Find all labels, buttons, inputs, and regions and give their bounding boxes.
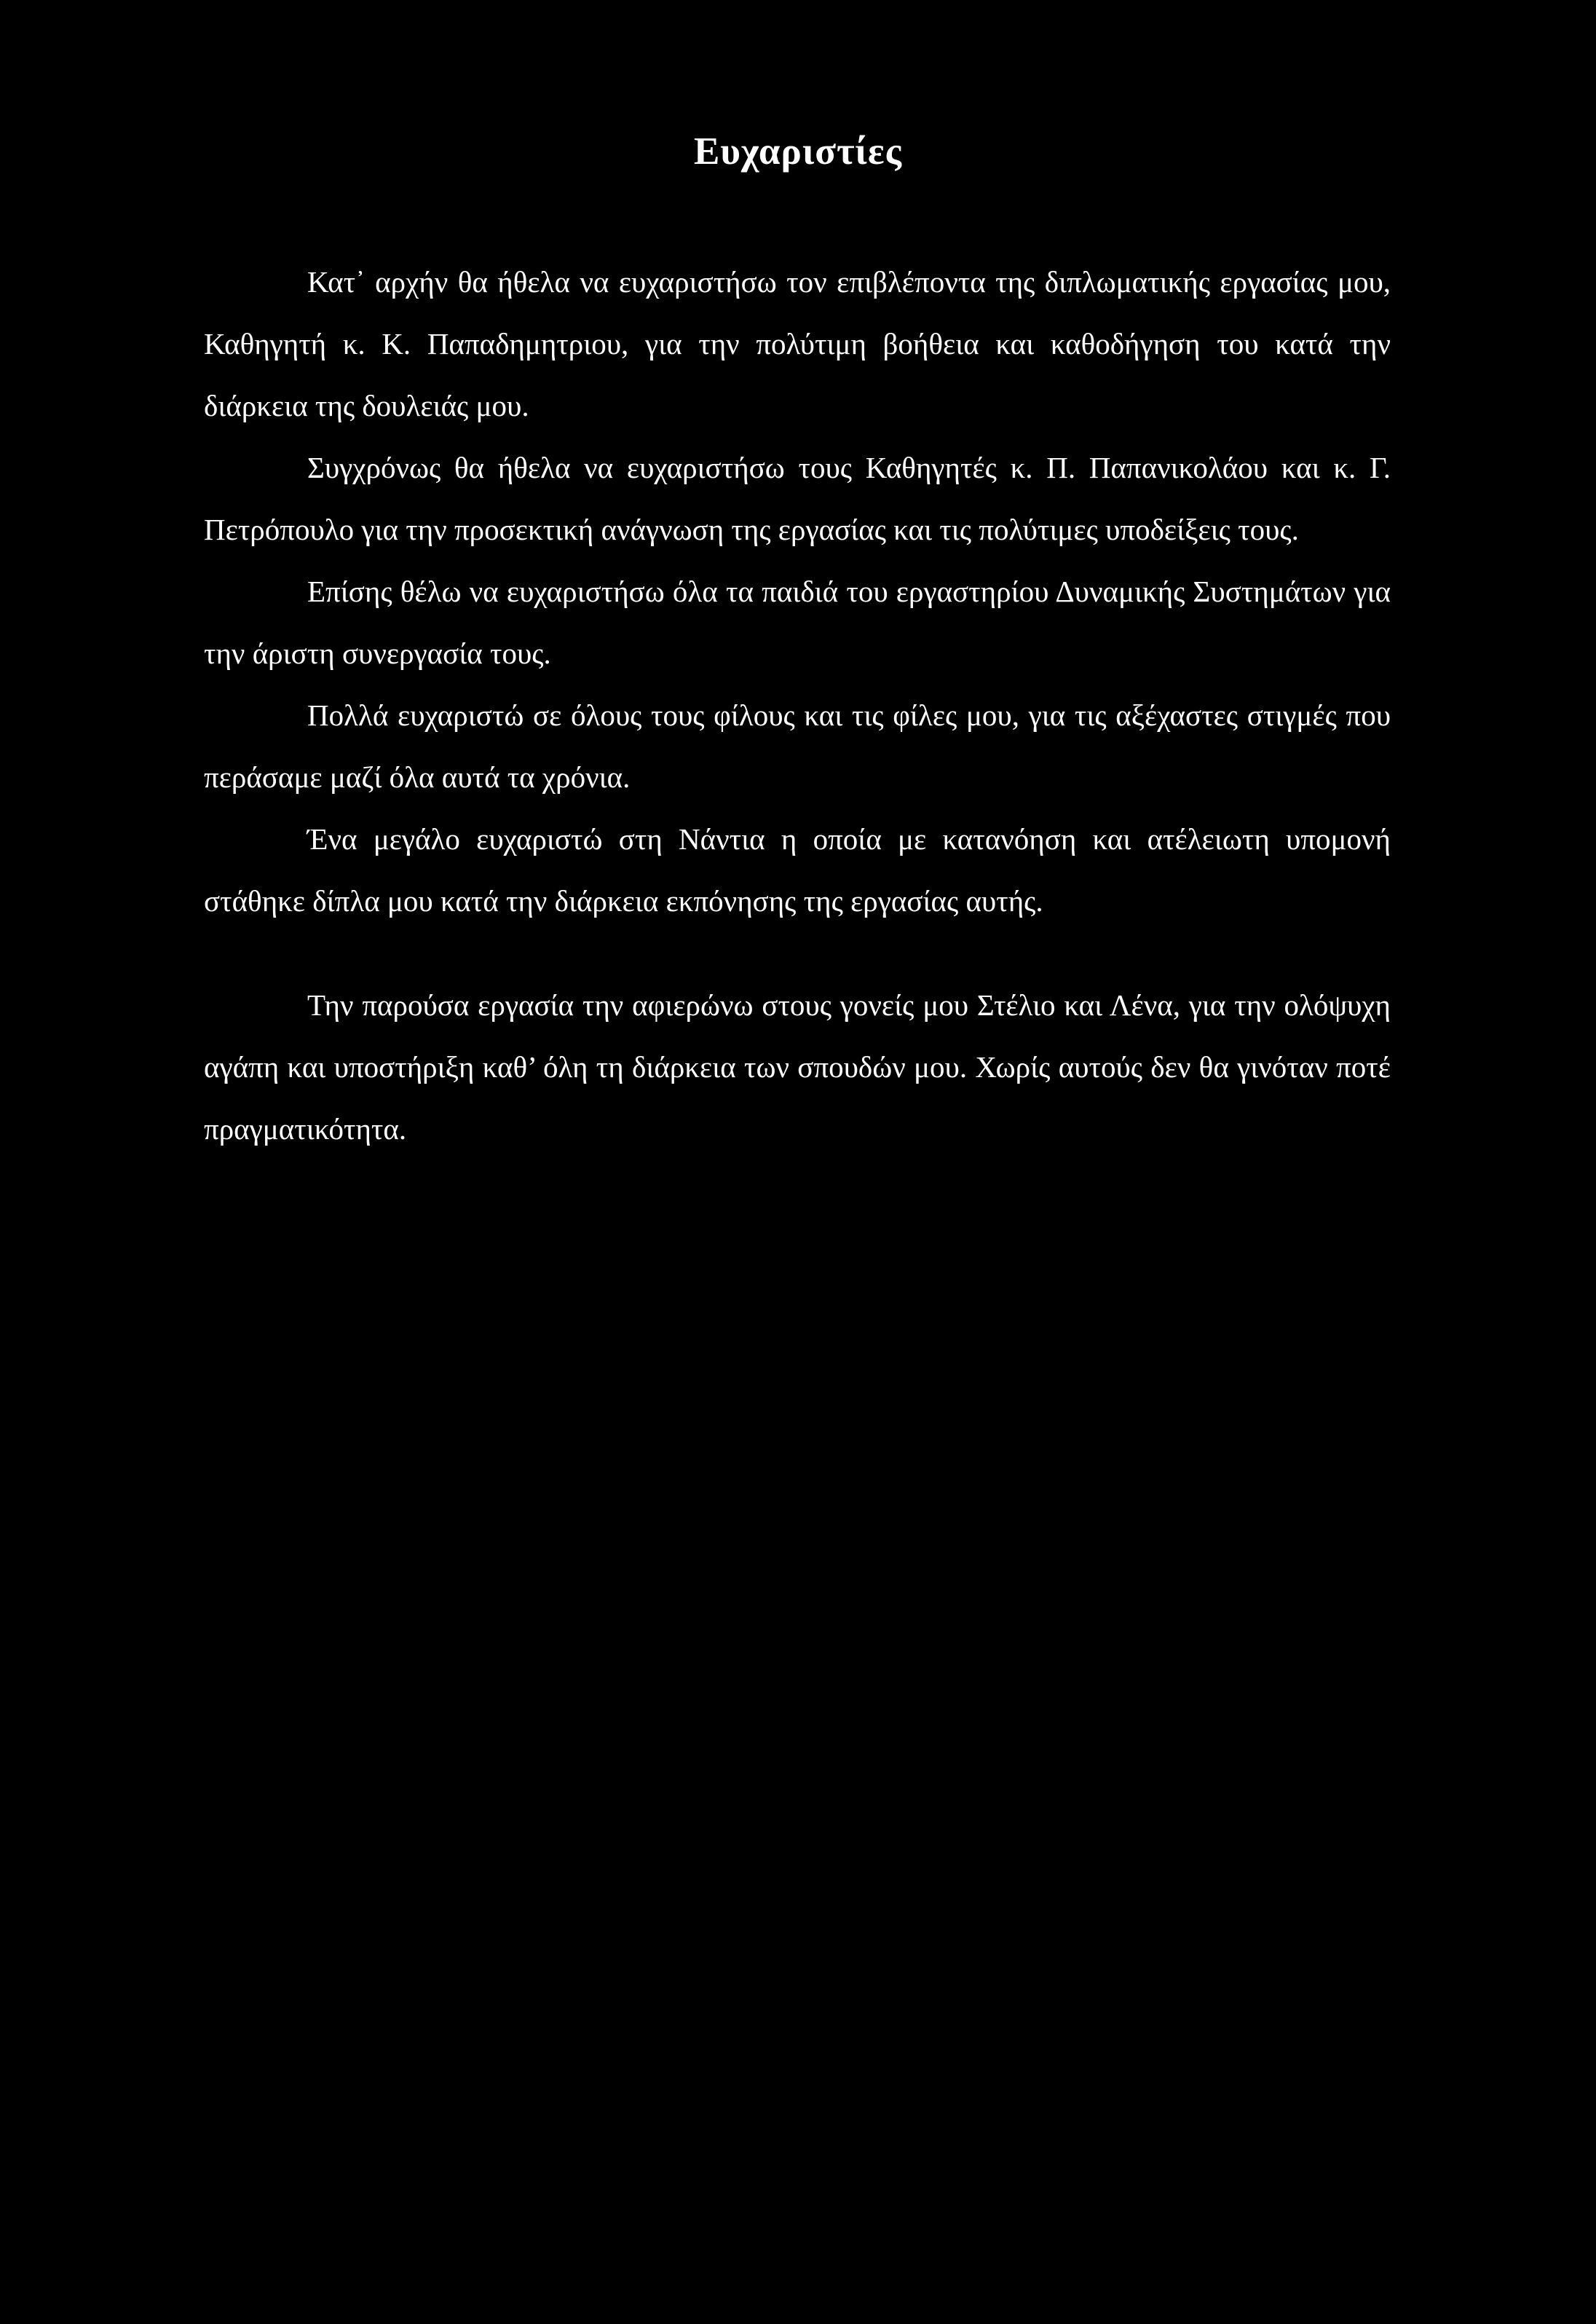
paragraph-dedication: Την παρούσα εργασία την αφιερώνω στους γονείς μου Στέλιο και Λένα, για την ολόψυχη αγάπη και υποστήριξη καθ’ όλη τη διάρκεια των σπουδών μου. Χωρίς αυτούς δεν θα γινόταν ποτέ πραγματικότητα. — [204, 988, 1391, 1146]
paragraph-nadia: Ένα μεγάλο ευχαριστώ στη Νάντια η οποία με κατανόηση και ατέλειωτη υπομονή στάθηκε δίπλα μου κατά την διάρκεια εκπόνησης της εργασίας αυτής. — [204, 822, 1391, 918]
paragraph-advisor: Κατ᾽ αρχήν θα ήθελα να ευχαριστήσω τον επιβλέποντα της διπλωματικής εργασίας μου, Καθηγητή κ. Κ. Παπαδημητριου, για την πολύτιμη βοήθεια και καθοδήγηση του κατά την διάρκεια της δουλειάς μου. — [204, 265, 1391, 422]
paragraph-lab: Επίσης θέλω να ευχαριστήσω όλα τα παιδιά του εργαστηρίου Δυναμικής Συστημάτων για την άριστη συνεργασία τους. — [204, 575, 1391, 670]
paragraph-professors: Συγχρόνως θα ήθελα να ευχαριστήσω τους Καθηγητές κ. Π. Παπανικολάου και κ. Γ. Πετρόπουλο για την προσεκτική ανάγνωση της εργασίας και τις πολύτιμες υποδείξεις τους. — [204, 451, 1391, 546]
acknowledgements-body — [204, 251, 1391, 1160]
paragraph-friends: Πολλά ευχαριστώ σε όλους τους φίλους και τις φίλες μου, για τις αξέχαστες στιγμές που περάσαμε μαζί όλα αυτά τα χρόνια. — [204, 698, 1391, 794]
page-title: Ευχαριστίες — [694, 130, 902, 173]
